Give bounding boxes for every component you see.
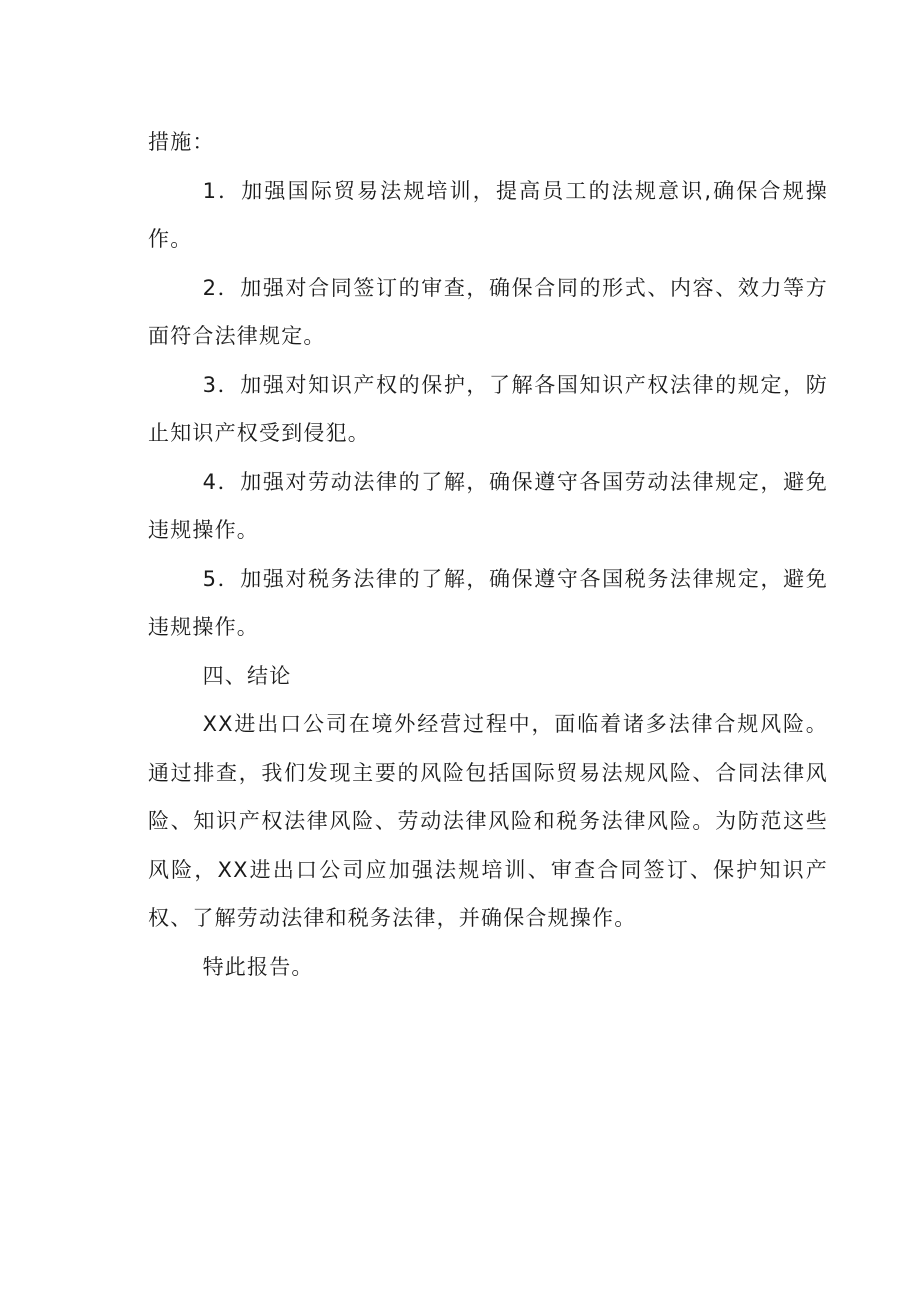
measure-item-3: 3．加强对知识产权的保护，了解各国知识产权法律的规定，防止知识产权受到侵犯。 bbox=[148, 372, 828, 445]
measure-item-5: 5．加强对税务法律的了解，确保遵守各国税务法律规定，避免违规操作。 bbox=[148, 566, 828, 639]
measure-item-2: 2．加强对合同签订的审查，确保合同的形式、内容、效力等方面符合法律规定。 bbox=[148, 275, 828, 348]
measure-item-1: 1．加强国际贸易法规培训，提高员工的法规意识,确保合规操作。 bbox=[148, 178, 828, 251]
closing-line: 特此报告。 bbox=[202, 954, 314, 979]
section-heading: 四、结论 bbox=[202, 663, 292, 688]
measures-label: 措施： bbox=[148, 130, 215, 154]
conclusion-paragraph: XX进出口公司在境外经营过程中，面临着诸多法律合规风险。通过排查，我们发现主要的风险包括国际贸易法规风险、合同法律风险、知识产权法律风险、劳动法律风险和税务法律风险。为防范这些风险，XX进出口公司应加强法规培训、审查合同签订、保护知识产权、了解劳动法律和税务法律，并确保合规操作。 bbox=[148, 712, 828, 930]
document-body bbox=[148, 118, 828, 991]
measure-item-4: 4．加强对劳动法律的了解，确保遵守各国劳动法律规定，避免违规操作。 bbox=[148, 469, 828, 542]
